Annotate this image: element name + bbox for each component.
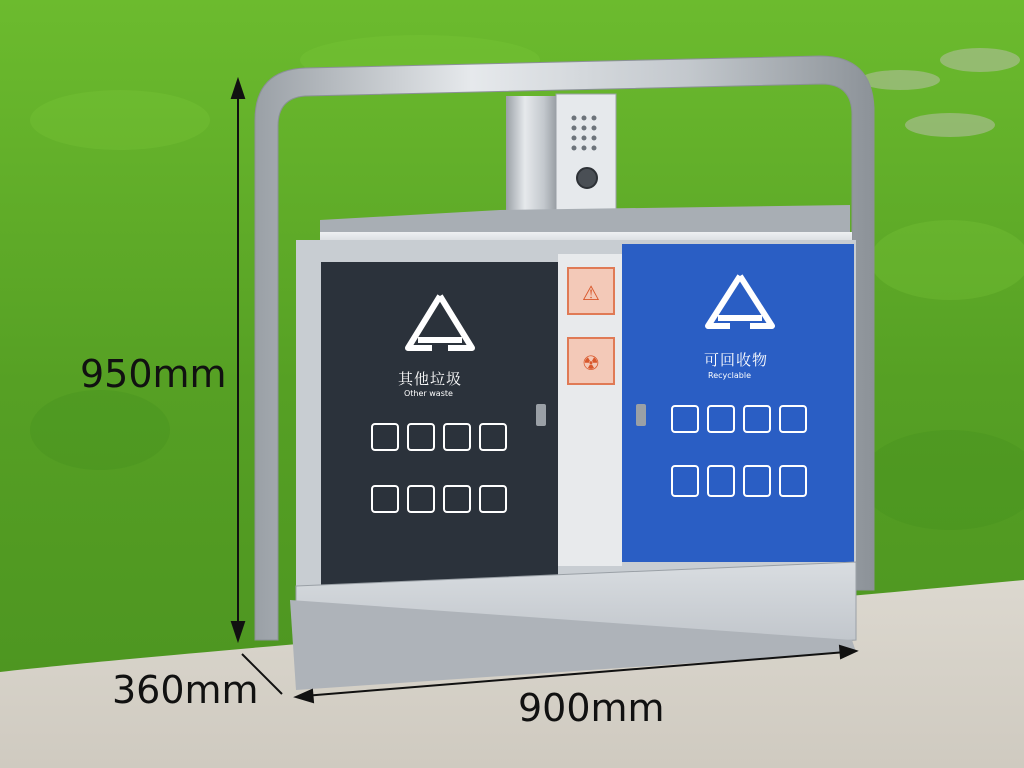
caution-glyph: ☢ bbox=[582, 353, 600, 375]
no-smoking-glyph: ⚠ bbox=[582, 283, 600, 305]
left-bin-label-en: Other waste bbox=[404, 389, 453, 398]
right-bin-label-cn: 可回收物 bbox=[704, 351, 769, 369]
right-bin-label-en: Recyclable bbox=[708, 371, 751, 380]
ashtray-hole bbox=[577, 168, 597, 188]
height-label: 950mm bbox=[80, 352, 227, 396]
left-panel-other-waste bbox=[321, 262, 558, 586]
right-panel-recyclable bbox=[622, 244, 854, 562]
depth-label: 360mm bbox=[112, 668, 259, 712]
right-lock bbox=[636, 404, 646, 426]
left-lock bbox=[536, 404, 546, 426]
left-bin-label-cn: 其他垃圾 bbox=[398, 370, 463, 388]
ashtray-box bbox=[556, 94, 616, 224]
width-label: 900mm bbox=[518, 686, 665, 730]
ashtray-column bbox=[506, 96, 560, 216]
